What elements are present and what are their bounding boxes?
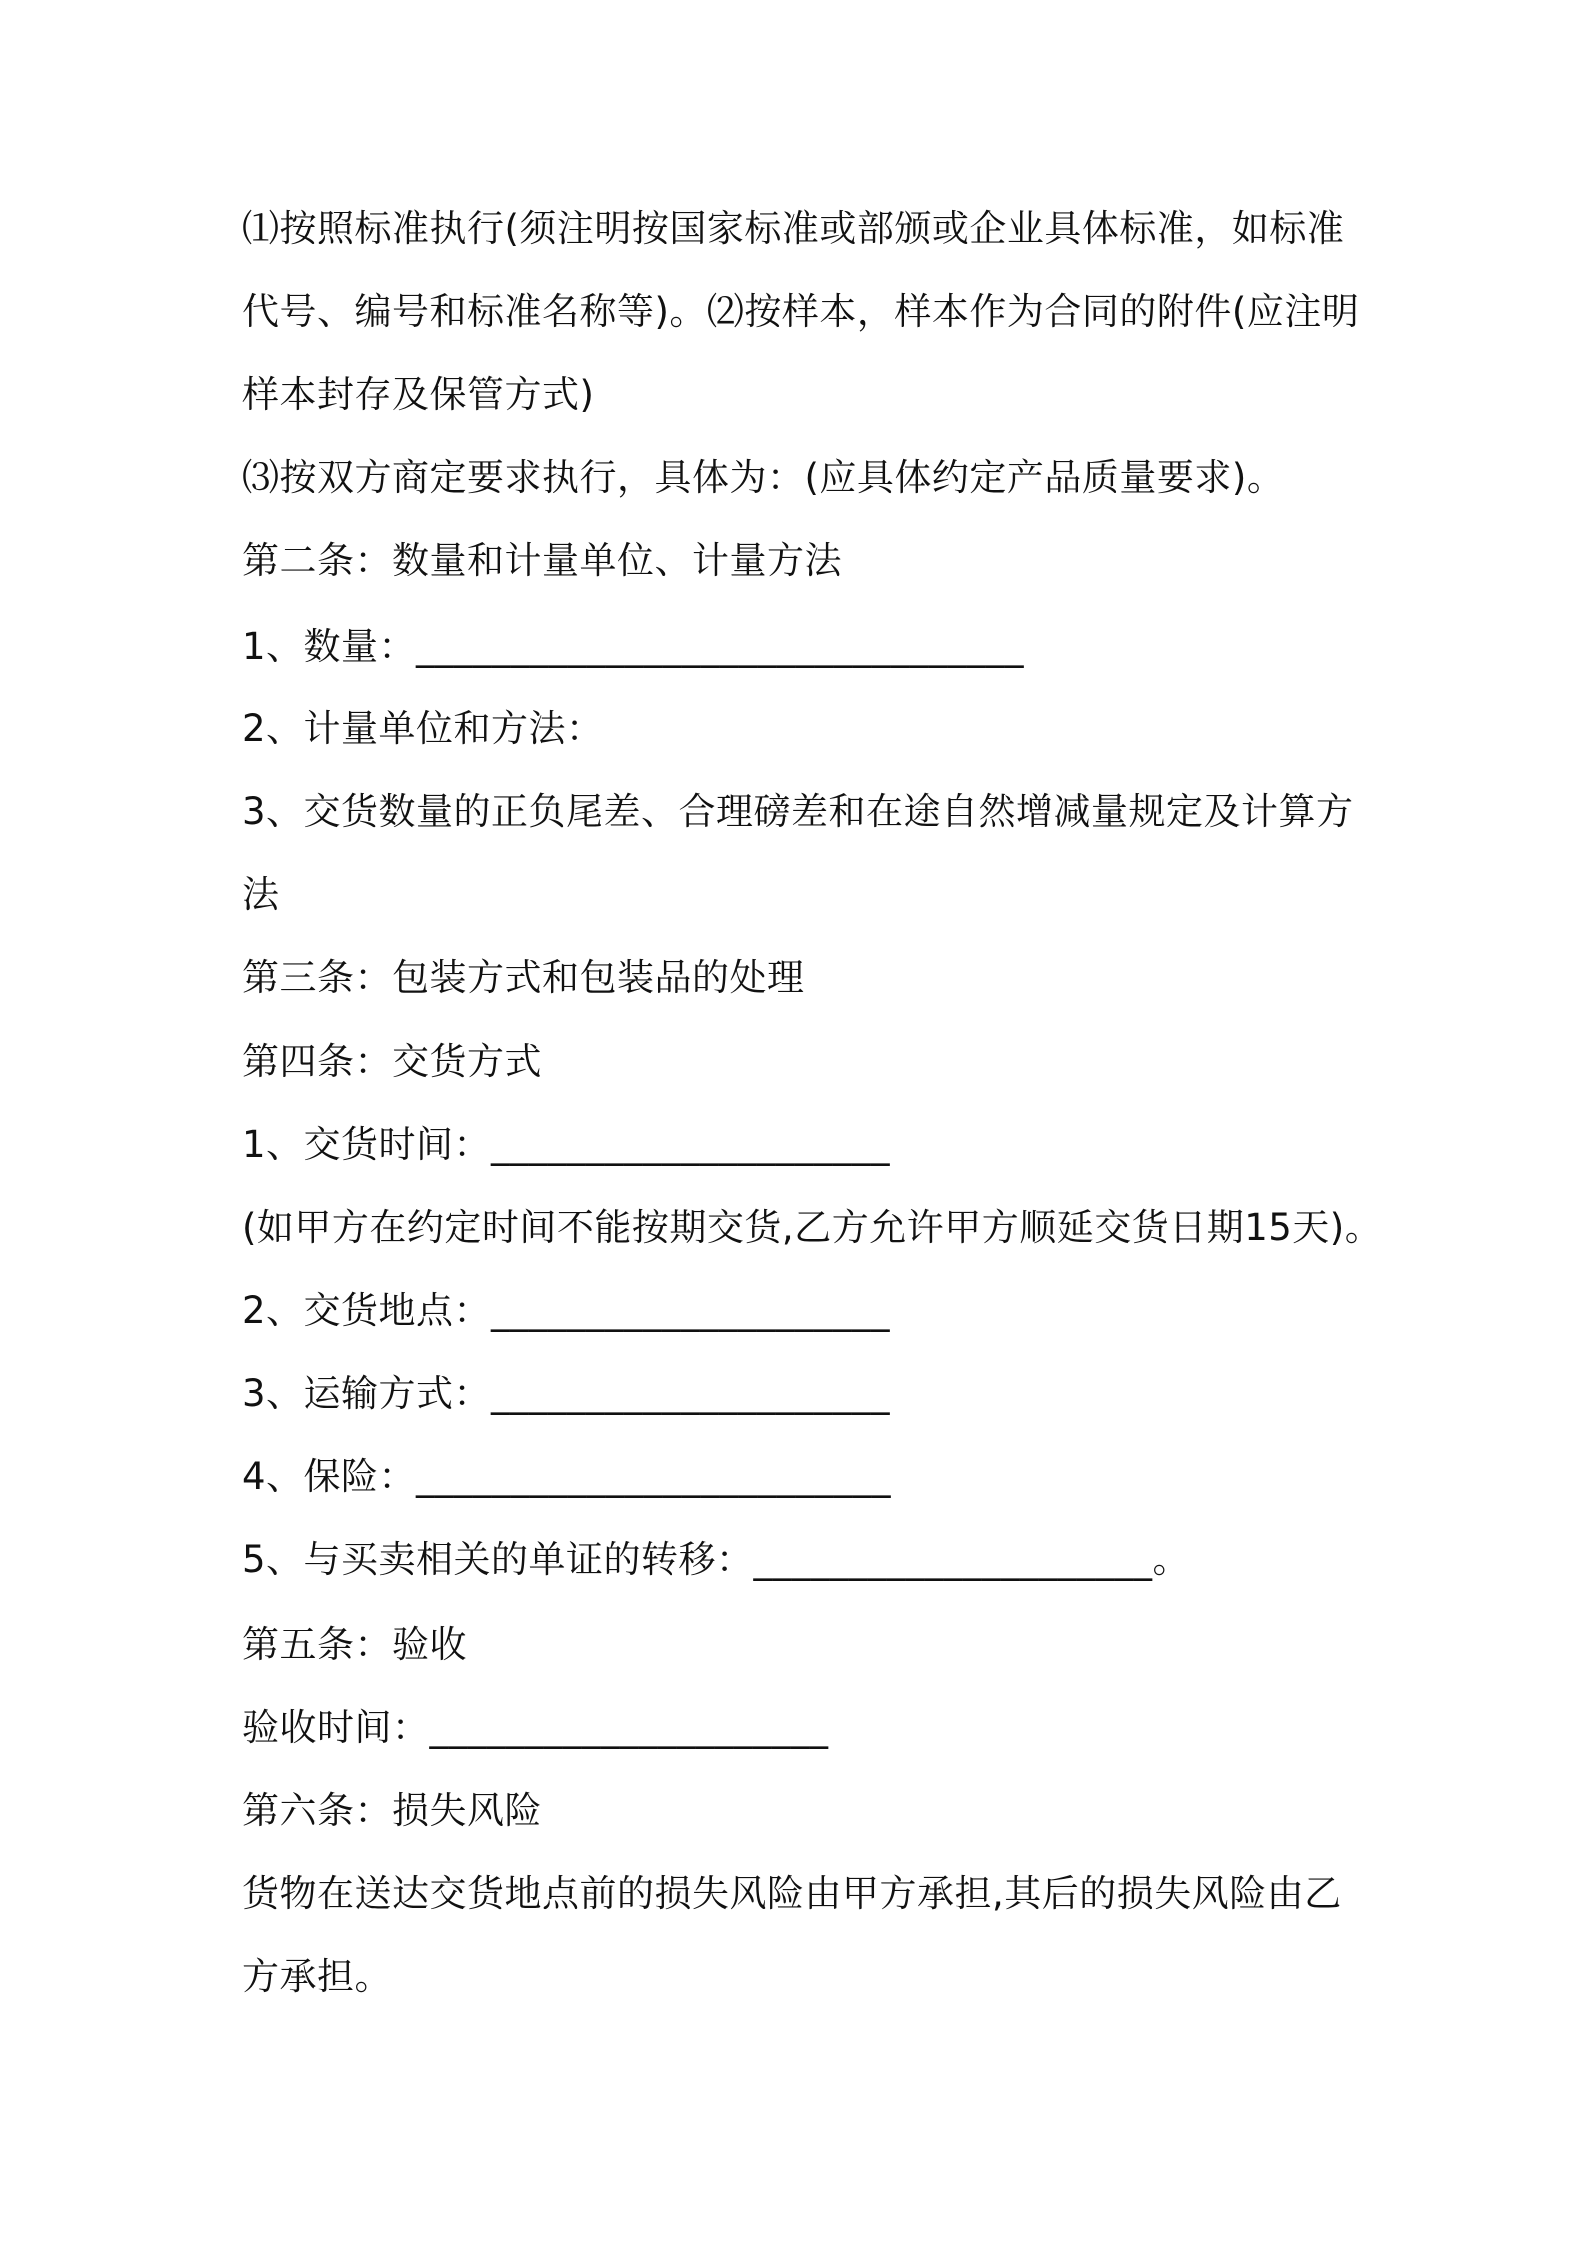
quantity-tolerance-clause-line-1: 3、交货数量的正负尾差、合理磅差和在途自然增减量规定及计算方 xyxy=(242,790,1354,833)
quantity-tolerance-clause-line-2: 法 xyxy=(242,873,280,916)
delivery-time-field: 1、交货时间：_____________________ xyxy=(242,1123,891,1166)
delivery-extension-note: (如甲方在约定时间不能按期交货,乙方允许甲方顺延交货日期15天)。 xyxy=(242,1206,1383,1249)
article-6-heading: 第六条：损失风险 xyxy=(242,1789,542,1832)
article-4-heading: 第四条：交货方式 xyxy=(242,1040,542,1083)
quality-standard-clause-line-2: 代号、编号和标准名称等)。⑵按样本，样本作为合同的附件(应注明 xyxy=(242,290,1360,333)
risk-of-loss-clause-line-1: 货物在送达交货地点前的损失风险由甲方承担,其后的损失风险由乙 xyxy=(242,1872,1342,1915)
quality-standard-clause-line-1: ⑴按照标准执行(须注明按国家标准或部颁或企业具体标准，如标准 xyxy=(242,207,1345,250)
risk-of-loss-clause-line-2: 方承担。 xyxy=(242,1955,392,1998)
transport-method-field: 3、运输方式：_____________________ xyxy=(242,1372,891,1415)
quantity-field: 1、数量：________________________________ xyxy=(242,625,1025,668)
insurance-field: 4、保险：_________________________ xyxy=(242,1455,892,1498)
article-3-heading: 第三条：包装方式和包装品的处理 xyxy=(242,956,805,999)
article-5-heading: 第五条：验收 xyxy=(242,1623,467,1666)
acceptance-time-field: 验收时间：_____________________ xyxy=(242,1706,829,1749)
delivery-location-field: 2、交货地点：_____________________ xyxy=(242,1289,891,1332)
documents-transfer-field: 5、与买卖相关的单证的转移：_____________________。 xyxy=(242,1538,1191,1581)
measurement-unit-method: 2、计量单位和方法： xyxy=(242,707,604,750)
quality-negotiated-clause: ⑶按双方商定要求执行，具体为：(应具体约定产品质量要求)。 xyxy=(242,456,1285,499)
article-2-heading: 第二条：数量和计量单位、计量方法 xyxy=(242,539,842,582)
quality-standard-clause-line-3: 样本封存及保管方式) xyxy=(242,373,595,416)
